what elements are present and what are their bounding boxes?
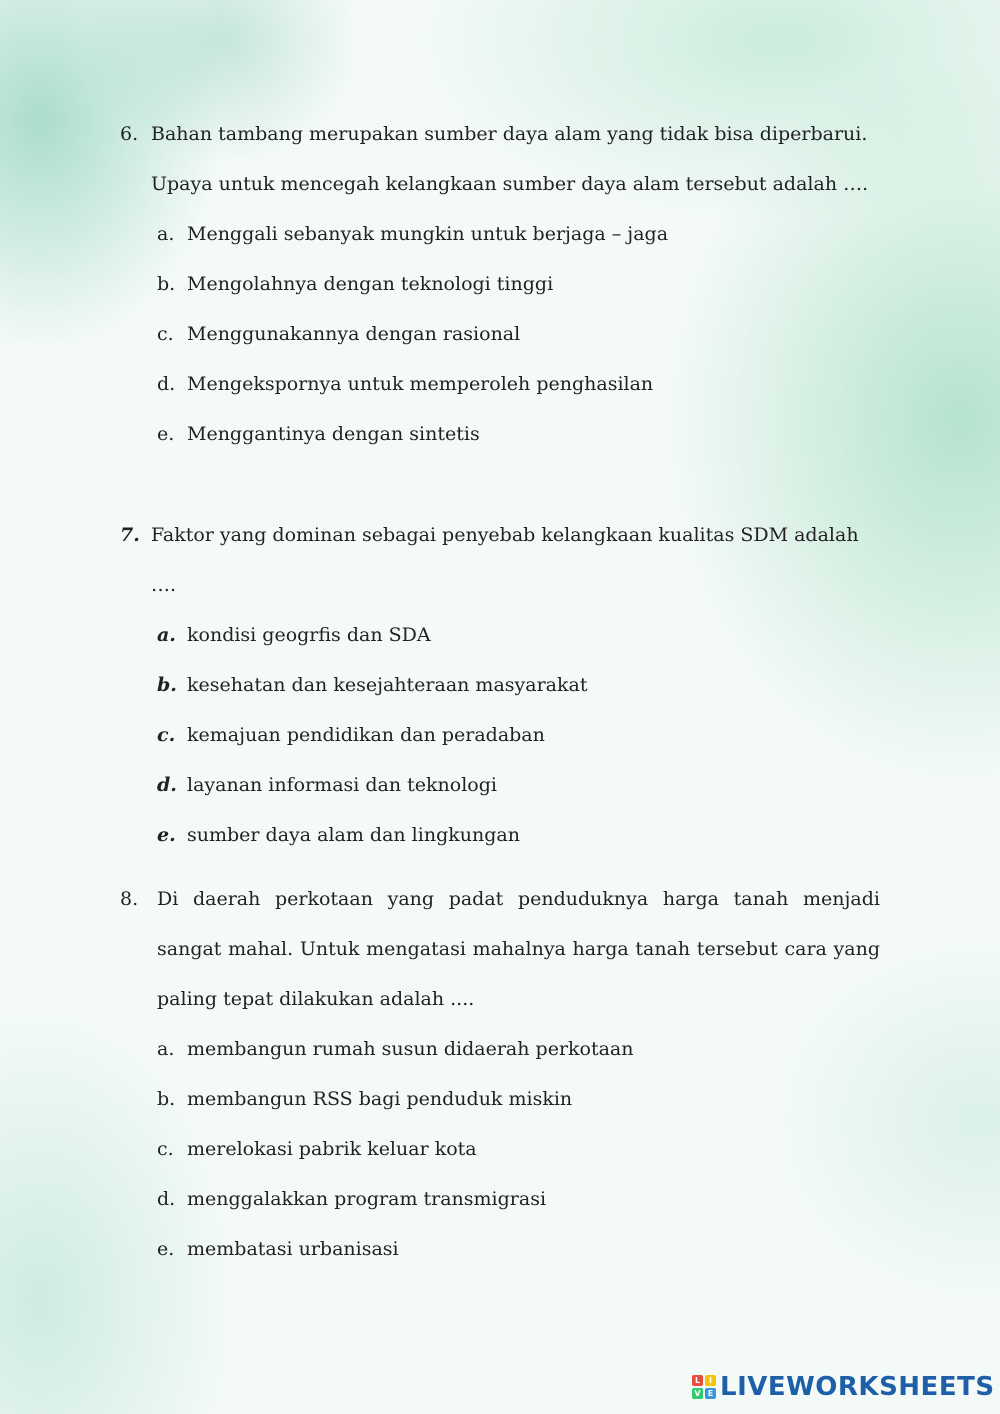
option-b[interactable] <box>157 660 880 710</box>
question-stem <box>120 874 880 1024</box>
option-c[interactable] <box>157 309 880 359</box>
option-b[interactable] <box>157 1074 880 1124</box>
option-text: Mengolahnya dengan teknologi tinggi <box>187 273 554 295</box>
logo-text: LIVEWORKSHEETS <box>720 1372 995 1402</box>
answer-options <box>120 610 880 860</box>
option-letter: d. <box>157 1188 176 1210</box>
question-text: Di daerah perkotaan yang padat penduduknya harga tanah menjadi sangat mahal. Untuk mengatasi mahalnya harga tanah tersebut cara yang paling tepat dilakukan adalah .... <box>157 888 880 1010</box>
question-7 <box>120 510 880 860</box>
logo-block-e: E <box>705 1388 716 1399</box>
option-letter: e. <box>157 824 176 846</box>
question-stem <box>120 510 880 610</box>
option-e[interactable] <box>157 810 880 860</box>
option-letter: c. <box>157 1138 174 1160</box>
option-e[interactable] <box>157 409 880 459</box>
option-letter: a. <box>157 223 175 245</box>
option-text: Menggunakannya dengan rasional <box>187 323 521 345</box>
option-text: kemajuan pendidikan dan peradaban <box>187 724 545 746</box>
option-text: membatasi urbanisasi <box>187 1238 399 1260</box>
option-letter: b. <box>157 674 177 696</box>
option-text: Menggantinya dengan sintetis <box>187 423 480 445</box>
option-letter: b. <box>157 273 176 295</box>
option-a[interactable] <box>157 1024 880 1074</box>
option-letter: e. <box>157 423 175 445</box>
option-letter: c. <box>157 323 174 345</box>
option-b[interactable] <box>157 259 880 309</box>
question-6 <box>120 109 880 459</box>
option-text: menggalakkan program transmigrasi <box>187 1188 547 1210</box>
liveworksheets-logo <box>692 1372 995 1402</box>
question-stem <box>120 109 880 209</box>
option-text: membangun rumah susun didaerah perkotaan <box>187 1038 634 1060</box>
option-text: membangun RSS bagi penduduk miskin <box>187 1088 573 1110</box>
option-c[interactable] <box>157 1124 880 1174</box>
logo-block-v: V <box>692 1388 703 1399</box>
option-text: kondisi geogrfis dan SDA <box>187 624 431 646</box>
logo-block-i: I <box>705 1375 716 1386</box>
option-letter: b. <box>157 1088 176 1110</box>
option-e[interactable] <box>157 1224 880 1274</box>
option-letter: a. <box>157 1038 175 1060</box>
question-text: Bahan tambang merupakan sumber daya alam yang tidak bisa diperbarui. Upaya untuk mencegah kelangkaan sumber daya alam tersebut adalah …. <box>151 123 869 195</box>
option-letter: d. <box>157 774 177 796</box>
question-8 <box>120 874 880 1274</box>
question-number: 7. <box>120 524 140 546</box>
option-text: sumber daya alam dan lingkungan <box>187 824 520 846</box>
liveworksheets-logo-icon <box>692 1375 716 1399</box>
option-a[interactable] <box>157 610 880 660</box>
option-text: Menggali sebanyak mungkin untuk berjaga – jaga <box>187 223 669 245</box>
answer-options <box>120 1024 880 1274</box>
option-letter: d. <box>157 373 176 395</box>
option-letter: c. <box>157 724 176 746</box>
option-c[interactable] <box>157 710 880 760</box>
option-a[interactable] <box>157 209 880 259</box>
option-text: layanan informasi dan teknologi <box>187 774 497 796</box>
logo-block-l: L <box>692 1375 703 1386</box>
option-text: merelokasi pabrik keluar kota <box>187 1138 477 1160</box>
option-text: kesehatan dan kesejahteraan masyarakat <box>187 674 588 696</box>
option-text: Mengekspornya untuk memperoleh penghasilan <box>187 373 654 395</box>
question-number: 6. <box>120 123 139 145</box>
option-letter: a. <box>157 624 176 646</box>
option-d[interactable] <box>157 1174 880 1224</box>
question-number: 8. <box>120 888 139 910</box>
option-d[interactable] <box>157 760 880 810</box>
option-d[interactable] <box>157 359 880 409</box>
option-letter: e. <box>157 1238 175 1260</box>
question-text: Faktor yang dominan sebagai penyebab kelangkaan kualitas SDM adalah …. <box>151 524 859 596</box>
answer-options <box>120 209 880 459</box>
